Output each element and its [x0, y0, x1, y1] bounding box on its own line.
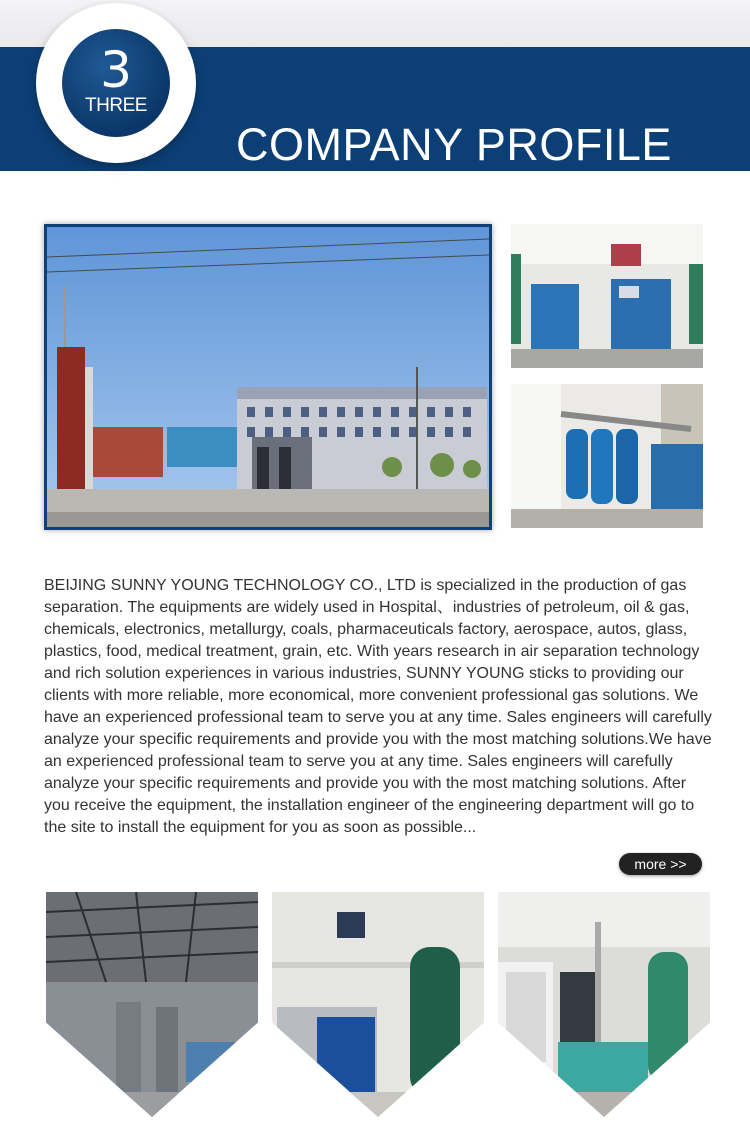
company-profile-text: BEIJING SUNNY YOUNG TECHNOLOGY CO., LTD is specialized in the production of gas separation. The equipments are widely used in Hospital、industries of petroleum, oil & gas, chemicals, electronics, metallurgy, coals, pharmaceuticals factory, aerospace, autos, glass, plastics, food, medical treatment, grain, etc. With years research in air separation technology and rich solution experiences in various industries, SUNNY YOUNG sticks to providing our clients with more reliable, more economical, more convenient professional gas solutions. We have an experienced professional team to serve you at any time. Sales engineers will carefully analyze your specific requirements and provide you with the most matching solutions.We have an experienced professional team to serve you at any time. Sales engineers will carefully analyze your specific requirements and provide you with the most matching solutions. After you receive the equipment, the installation engineer of the engineering department will go to the site to install the equipment for you as soon as possible...: [44, 577, 712, 836]
liutech-compressor-photo: [272, 892, 484, 1117]
compressor-room-photo: [511, 224, 703, 368]
badge-number: 3: [100, 41, 132, 99]
gas-equipment-photo: [498, 892, 710, 1117]
company-building-photo: [44, 224, 492, 530]
header-banner: [0, 41, 750, 199]
more-button[interactable]: more >>: [619, 853, 702, 875]
factory-hall-photo: [46, 892, 258, 1117]
page-subtitle: SHOW US THE REAL: [236, 172, 475, 199]
section-number-badge: [62, 29, 170, 137]
filter-units-photo: [511, 384, 703, 528]
badge-word: THREE: [85, 95, 147, 116]
page-title: COMPANY PROFILE: [236, 119, 672, 170]
